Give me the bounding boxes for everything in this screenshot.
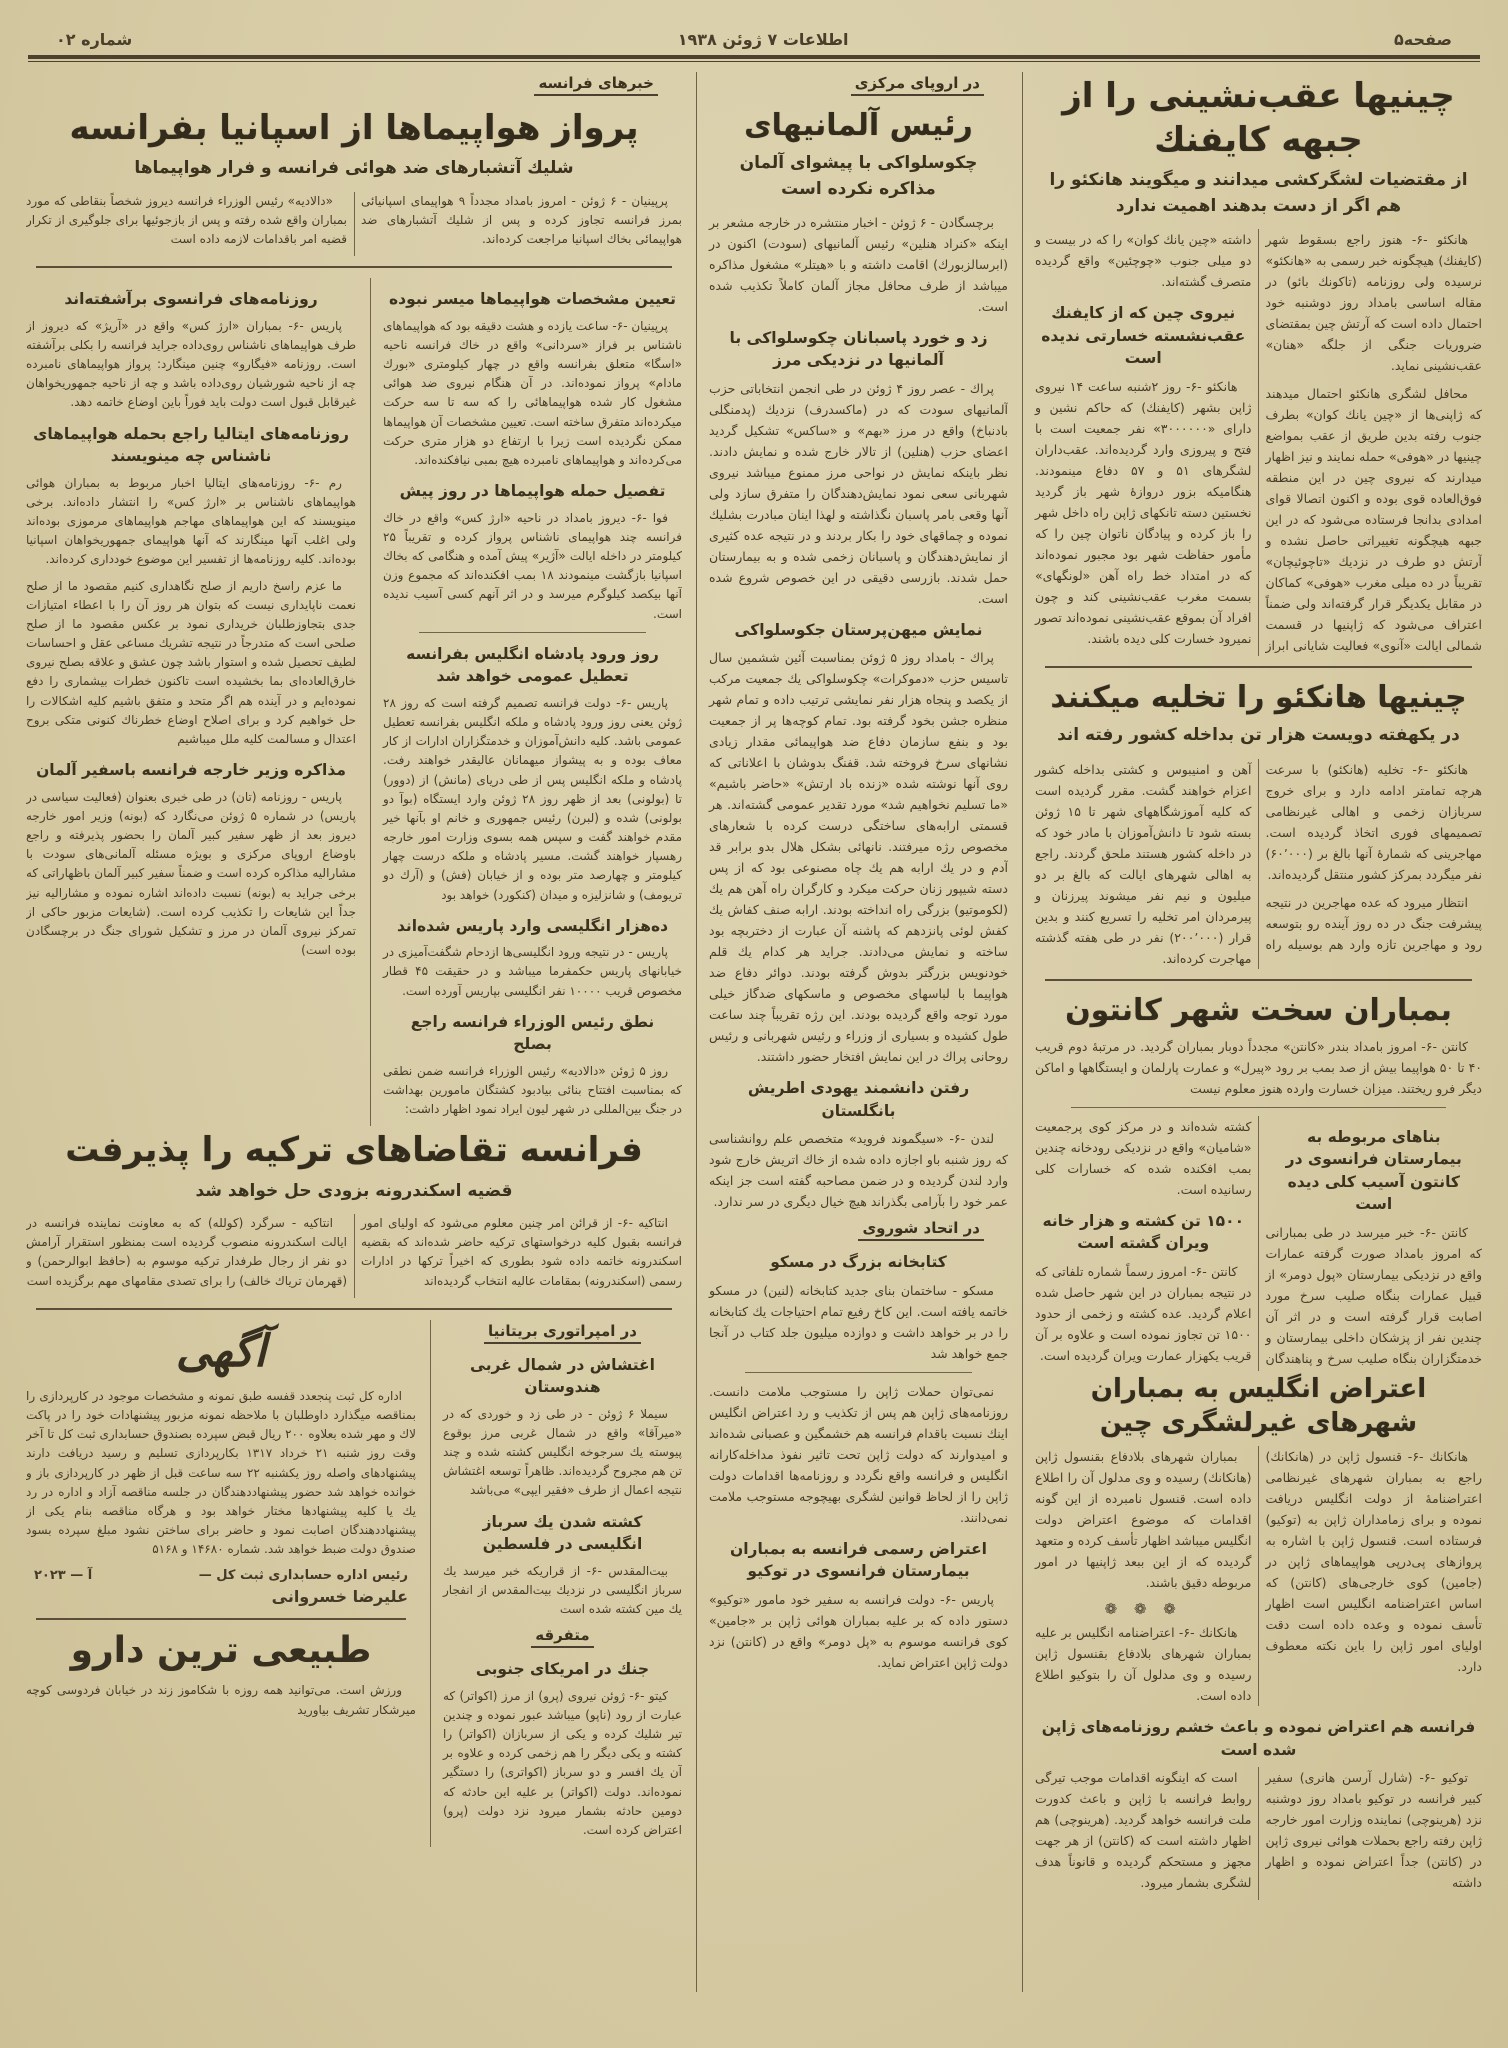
masthead-rule [28, 55, 1480, 62]
masthead-issue-label: شماره ۰۲ [56, 30, 133, 49]
palestine-subhead: کشته شدن یك سرباز انگلیسی در فلسطین [482, 1512, 643, 1554]
bottom-row [26, 1320, 682, 1847]
protest-paragraph: هانکانك -۶- اعتراضنامه انگلیس بر علیه بمباران شهرهای بلادفاع بقنسول ژاپن رسیده و وی مدلول آن را بتوکیو اطلاع داده است. [1035, 1625, 1252, 1704]
kaifeng-paragraph: محافل لشگری هانکئو احتمال میدهند که ژاپنی‌ها از «چین یانك کوان» بطرف جنوب رفته بدین طریق از عقب بمواضع چینیها در «هوفی» حمله نمایند و نیز اظهار میدارند که نیروی چین در این منطقه فوق‌العاده قوی بوده و اکنون اتصالا قوای امدادی بدانجا فرستاده می‌شود که در این جبهه هیچگونه تغییراتی حاصل نشده و آرتش دو طرف در نزدیك «تاچوئیچان» تقریباً در ده میلی مغرب «هوفی» کماکان در مقابل یکدیگر قرار گرفته‌اند ولی ضمناً اعتراف می‌شود که ژاپنیها در قسمت شمالی ایالت «آنوی» فعالیت شایانی ابراز داشته «چین یانك کوان» را که در بیست و دو میلی جنوب «چوچئین» واقع گردیده متصرف گشته‌اند. [1035, 232, 1482, 654]
canton-headline: بمباران سخت شهر کانتون [1065, 992, 1452, 1028]
article-hankou-evacuation [1035, 678, 1482, 969]
hankou-body [1035, 759, 1482, 969]
sudeten-paragraph: برچسگادن - ۶ ژوئن - اخبار منتشره در خارجه مشعر بر اینکه «کنراد هنلین» رئیس آلمانیهای (سودت) اکنون در (ابرسالزبورك) اقامت داشته و با «هیتلر» مشغول مذاکره میباشد از طرف محافل مجاز آلمان کاملاً تکذیب شده است. [709, 215, 1008, 314]
kicker-central-europe: در اروپای مرکزی [851, 74, 984, 96]
freud-subhead: رفتن دانشمند یهودی اطریش بانگلستان [747, 1079, 970, 1120]
detail-paragraph: فوا -۶- دیروز بامداد در ناحیه «ارژ کس» واقع در خاك فرانسه چند هواپیمای ناشناس پرواز کرده و تقریباً ۲۵ کیلومتر در داخله ایالت «آژیر» پیش آمده و هنگامی که بخاك اسپانیا بازگشت مینمودند ۱۸ بمب افکنده‌اند که مجموع وزن آنها بیکصد کیلوگرم میرسد و در اثر آنهم کسی آسیب ندیده است. [383, 510, 682, 621]
notice-signature-name-row [26, 1585, 416, 1608]
france-protest-paragraph: پاریس -۶- دولت فرانسه به سفیر خود مامور «توکیو» دستور داده که بر علیه بمباران هوائی ژاپن بر «جامین» کوی فرانسه موسوم به «پل دومر» واقع در (کانتن) نزد دولت ژاپن اعتراض نماید. [709, 1591, 1008, 1670]
article-divider [745, 1372, 972, 1373]
speech-paragraph: روز ۵ ژوئن «دالادیه» رئیس الوزراء فرانسه ضمن نطقی که بمناسبت افتتاح بنائی بیادبود کشتگان مامورین بهداشت در جنگ بین‌المللی در شهر لیون ایراد نمود اظهار داشت: [383, 1063, 682, 1117]
canton-hospital-subhead: بناهای مربوطه به بیمارستان فرانسوی در کانتون آسیب کلی دیده است [1285, 1127, 1462, 1214]
press-it-subhead: روزنامه‌های ایتالیا راجع بحمله هواپیماهای ناشناس چه مینویسند [33, 424, 349, 466]
article-south-america-war [443, 1658, 682, 1840]
kaifeng-subhead: از مقتضیات لشگرکشی میدانند و میگویند هانکئو را هم اگر از دست بدهند اهمیت ندارد [1049, 170, 1468, 216]
notice-paragraph: اداره کل ثبت پنجعدد قفسه طبق نمونه و مشخصات موجود در کارپردازی را بمناقصه میگذارد داوطلبان با ملاحظه نمونه مزبور پیشنهادات خود را در پاکت لاك و مهر شده بعلاوه ۲۰۰ ریال قبض سپرده بصندوق حسابداری ثبت کل تا آخر وقت روز شنبه ۲۱ خرداد ۱۳۱۷ بکارپردازی تسلیم و رسید دریافت دارند پیشنهادهای واصله روز یکشنبه ۲۲ سه ساعت قبل از ظهر در کارپردازی باز و خوانده خواهد شد حضور پیشنهاددهندگان در جلسه مناقصه آزاد و اداره در رد یك یا کلیه پیشنهادها مختار خواهد بود و هرگاه مناقصه بنام یکی از پیشنهاددهندگان اصابت نمود و حاضر برای ساختن نشود مبلغ سپرده بسود صندوق دولت ضبط خواهد شد. شماره ۱۴۶۸۰ و ۵۱۶۸ [26, 1388, 417, 1557]
masthead-title-date: اطلاعات ۷ ژوئن ۱۹۳۸ [677, 30, 849, 49]
detail-subhead: تفصیل حمله هواپیماها در روز پیش [399, 482, 666, 501]
article-british-protest [1035, 1373, 1482, 1901]
article-daladier-quote [26, 577, 356, 750]
france-subcolumn-right [370, 278, 682, 1126]
parade-paragraph: پراك - بامداد روز ۵ ژوئن بمناسبت آئین ششمین سال تاسیس حزب «دموکرات» چکوسلواکی یك جمعیت مرکب از یکصد و پنجاه هزار نفر نمایشی ترتیب داده و تمام شهر منظره جشن بخود گرفته بود. تمام کوچه‌ها پر از جمعیت بود و بنفع سازمان دفاع ضد هواپیمائی مقدار زیادی نشانهای سرخ فروخته شد. قفنگ بدوشان با اعلاناتی که روی آنها نوشته شده «زنده باد ارتش» «حاضر باشیم» «ما تسلیم نخواهیم شد» مورد تقدیر عمومی گشته‌اند. هر قسمتی ارابه‌های ساختگی درست کرده با شعارهای مخصوص رژه میرفتند. نانهائی بشکل هلال بدو برابر قد آدم و در یك ارابه هم یك چاه مصنوعی بود که از پس دسته شیپور زنان حرکت میکرد و کارگران راه آهن هم یك (لکوموتیو) بزرگی راه انداخته بودند. ارابه صنف کفاش یك کفش لوئی پانزدهم که پاشنه آن عبارت از دختربچه بود ساخته و نمایش می‌دادند. جراید هر کدام یك قلم خودنویس بزرگتر بدوش گرفته بودند. دوائر دفاع ضد هواپیما با لباسهای مخصوص و ماسکهای ضدگاز خیلی مورد توجه واقع گردیده بودند. این رژه تقریباً چند ساعت طول کشیده و بسیاری از وزراء و رئیس شهربانی و رئیس روحانی پراك در این نمایش افتخار حضور داشتند. [709, 650, 1008, 1065]
hankou-paragraph: انتظار میرود که عده مهاجرین در نتیجه پیشرفت جنگ در ده روز آینده رو بتوسعه رود و مهاجرین تازه وارد هم بوسیله راه آهن و امنیبوس و کشتی بداخله کشور اعزام خواهند گشت. مقرر گردیده است که کلیه آموزشگاههای شهر تا ۱۵ ژوئن بسته شود تا دانش‌آموزان با مادر خود که در داخله کشور هستند ملحق گردند. راجع به اهالی شهرهای ایالت که بالغ بر دو میلیون و نیم نفر میشوند پیرزنان و پیرمردان امر تخلیه را تسریع کنند و بدین قرار (۲۰۰٬۰۰۰) نفر در طی هفته گذشته مهاجرت کرده‌اند. [1035, 761, 1482, 966]
notice-signature [26, 1566, 416, 1585]
article-kaifeng-retreat [1035, 74, 1482, 656]
article-plane-identification [383, 288, 682, 470]
ad-tender-notice [26, 1326, 416, 1609]
protest-headline: اعتراض انگلیس به بمباران شهرهای غیرلشگری چین [1090, 1373, 1427, 1438]
hankou-paragraph: هانکئو -۶- تخلیه (هانکئو) با سرعت هرچه تمامتر ادامه دارد و برای خروج سربازان زخمی و اهالی غیرنظامی تصمیمهای فوری اتخاذ گردیده است. مهاجرینی که شمارهٔ آنها بالغ بر (۶۰٬۰۰۰) نفر میگردد بمرکز کشور منتقل گردیده‌اند. [1265, 761, 1482, 882]
protest-body [1035, 1446, 1482, 1900]
sudeten-subhead: چکوسلواکی با پیشوای آلمان مذاکره نکرده است [739, 153, 978, 199]
turkey-subhead: قضیه اسکندرونه بزودی حل خواهد شد [195, 1180, 513, 1201]
article-bonnet-meeting [26, 759, 356, 960]
article-india-unrest [443, 1354, 682, 1501]
southamerica-paragraph: کیتو -۶- ژوئن نیروی (پرو) از مرز (اکواتر) که عبارت از رود (ناپو) میباشد عبور نموده و چندین تیر شلیك کرده و یکی از سربازان (اکواتر) را کشته و یکی دیگر را هم زخمی کرده و علاوه بر آن یك افسر و دو سرباز (اکواتری) را دستگیر نموده‌اند. دولت (اکواتر) بر علیه این حادثه که دومین حادثه بشمار میرود نزد دولت (پرو) اعتراض کرده است. [443, 1688, 682, 1837]
press-it-paragraph: رم -۶- روزنامه‌های ایتالیا اخبار مربوط به بمباران هوائی هواپیماهای ناشناس بر «ارژ کس» را انتشار داده‌اند. برخی مینویسند که این هواپیماهای مهاجم هواپیماهای مرموزی بوده‌اند ولی اغلب آنها مینگارند که آنها هواپیمای جمهوریخواهان اسپانیا بوده‌اند. کلیه روزنامه‌ها از تفسیر این موضوع خودداری کرده‌اند. [26, 475, 356, 567]
daladier-quote-paragraph: ما عزم راسخ داریم از صلح نگاهداری کنیم مقصود ما از صلح نعمت ناپایداری نیست که بتوان هر روز آن را با اعطاء امتیازات جدی بتجاوزطلبان خریداری نمود بر عکس مقصود ما از صلح صلحی است که متدرجاً در نتیجه تشریك مساعی عقل و احساسات لطیف تحصیل شده و استوار باشد چون عشق و علاقه بصلح نیروی خارق‌العاده‌ای بما بخشیده است تاکنون خطرات بیشماری را دفع نموده‌ایم و در آینده هم اگر متحد و متفق باشیم کلیه اشکالات را حل خواهیم کرد و برای اصلاح اوضاع خطرناك کنونی متکی بروح اعتدال و مسالمت کلیه ملل میباشیم [26, 578, 356, 747]
flight-paragraph: پرپینیان - ۶ ژوئن - امروز بامداد مجدداً ۹ هواپیمای اسپانیائی بمرز فرانسه تجاوز کرده و پس از شلیك آتشبارهای ضد هواپیمائی بخاك اسپانیا مراجعت کرده‌اند. [361, 193, 682, 247]
article-turkey-demands [26, 1128, 682, 1297]
article-moscow-library [709, 1251, 1008, 1363]
protest-paragraph: هانکانك -۶- قنسول ژاپن در (هانکانك) راجع به بمباران شهرهای غیرنظامی اعتراضنامهٔ از دولت انگلیس دریافت نموده و برای زمامداران ژاپن به (توکیو) فرستاده است. قنسول ژاپن با اشاره به پروازهای پی‌درپی هواپیماهای ژاپن در (جامین) کوی خارجی‌های (کانتن) که اساس اعتراضنامه انگلیس است اظهار تأسف نموده و وعده داده است دقت اولیای امور ژاپن را باین نکته معطوف دارد. [1265, 1449, 1482, 1675]
india-paragraph: سیملا ۶ ژوئن - در طی زد و خوردی که در «میرآقا» واقع در شمال غربی مرز بوقوع پیوسته یك سرجوخه انگلیس کشته شده و چند تن هم مجروح گردیده‌اند. ظاهراً توسعه اغتشاش نتیجه اعمال از طرف «فقیر ایپی» می‌باشد [443, 1406, 682, 1498]
kicker-miscellaneous: متفرقه [531, 1626, 593, 1648]
canton-lead: کانتن -۶- امروز بامداد بندر «کانتن» مجدداً دوبار بمباران گردید. در مرتبهٔ دوم قریب ۴۰ تا ۵۰ هواپیما بیش از صد بمب بر رود «پیرل» و عمارت پارلمان و ایستگاهها و اماکن دیگر فرو ریختند. میزان خسارت وارده هنوز معلوم نیست [1035, 1038, 1482, 1096]
turkey-paragraph: انتاکیه -۶- از قرائن امر چنین معلوم می‌شود که اولیای امور فرانسه بقبول کلیه درخواستهای ترکیه حاضر شده‌اند که بقضیه اسکندرونه خاتمه داده شود بطوری که اخیراً ترکها در ادارات رسمی (اسکندرونه) بمقامات عالیه انتخاب گردیده‌اند [361, 1216, 682, 1288]
france-subcolumn-left [26, 278, 356, 1126]
turkey-paragraph: انتاکیه - سرگرد (کولله) که به معاونت نماینده فرانسه در ایالت اسکندرونه منصوب گردیده است بمنظور استقرار آرامش دو نفر از رجال طرفدار ترکیه موسوم به (حافظ ابوالرحمن) و (قهرمان تریاك خالف) را برای تصدی مقامهای مهم برگزیده است [26, 1216, 347, 1288]
speech-subhead: نطق رئیس الوزراء فرانسه راجع بصلح [410, 1012, 655, 1054]
british-empire-column [430, 1320, 682, 1847]
canton-paragraph: کانتن -۶- خبر میرسد در طی بمبارانی که امروز بامداد صورت گرفته عمارات واقع در نزدیکی بیمارستان «پول دومر» از قبیل عمارات بنگاه صلیب سرخ مورد اصابت قرار گرفته است و در اثر آن چندین نفر از پزشکان داخلی بیمارستان و خدمتگزاران بنگاه صلیب سرخ و پناهندگان کشته شده‌اند و در مرکز کوی پرجمعیت «شامیان» واقع در نزدیکی رودخانه چندین بمب افکنده شده که خسارات کلی رسانیده است. [1035, 1118, 1482, 1366]
article-freud-departure [709, 1077, 1008, 1212]
ident-subhead: تعیین مشخصات هواپیماها میسر نبوده [389, 290, 676, 309]
hankou-subhead: در یکهفته دویست هزار تن بداخله کشور رفته اند [1057, 725, 1460, 746]
japan-press-paragraph: نمی‌توان حملات ژاپن را مستوجب ملامت دانست. روزنامه‌های ژاپن هم پس از تکذیب و رد اعتراض انگلیس اینك نسبت باقدام فرانسه هم خشمگین و عصبانی شده‌اند و امیدوارند که دولت ژاپن تحت تاثیر نفوذ مداخله‌کارانه انگلیس و فرانسه واقع نگردد و روزنامه‌ها اقدامات دولت ژاپن را از لحاظ قوانین لشگری بهیچوجه مستوجب ملامت نمی‌دانند. [709, 1383, 1008, 1525]
press-fr-paragraph: پاریس -۶- بمباران «ارژ کس» واقع در «آریژ» که دیروز از طرف هواپیماهای ناشناس روی‌داده جراید فرانسه را بکلی برآشفته است. روزنامه «فیگارو» چنین مینگارد: پرواز هواپیماهای نامبرده چه از ناحیه شورشیان روی‌داده باشد و چه از ناحیه جمهوریخواهان غیرقابل قبول است دولت باید فوراً باین اوضاع خاتمه دهد. [26, 318, 356, 410]
article-spain-planes [26, 106, 682, 256]
masthead [26, 30, 1482, 55]
kaifeng-paragraph: هانکئو -۶- روز ۲شنبه ساعت ۱۴ نیروی ژاپن بشهر (کایفنك) که حاکم نشین و دارای «۳۰۰۰۰۰۰» نفر جمعیت است با فتح و پیروزی وارد گردیده‌اند. عقب‌داران لشگرهای ۵۱ و ۵۷ دفاع مینمودند. هنگامیکه بزور دروازهٔ شهر باز گردید نخستین دسته تانکهای ژاپن راه داخل شهر را باز کرده و پیادگان ناتوان چین را که مأمور حفاظت شهر بود مجبور نموده‌اند که در امتداد خط راه آهن «لونگهای» بسمت مغرب عقب‌نشینی کند و چون افراد آن بموقع عقب‌نشینی نموده‌اند تصور نمیرود خسارت کلی دیده باشند. [1035, 378, 1252, 646]
article-sudeten-leader [709, 106, 1008, 317]
ads-column [26, 1320, 416, 1847]
france-subcolumns [26, 278, 682, 1126]
kaifeng-paragraph: هانکئو -۶- هنوز راجع بسقوط شهر (کایفنك) هیچگونه خبر رسمی به «هانکئو» نرسیده ولی روزنامه (تاکونك بائو) در مقاله اساسی بامداد روز دوشنبه خود احتمال داده است که آرتش چین بمقتضای ضروریات جنگی از جلگه «هنان» عقب‌نشینی نماید. [1265, 232, 1482, 374]
holiday-subhead: روز ورود پادشاه انگلیس بفرانسه تعطیل عمومی خواهد شد [406, 644, 659, 686]
tourists-paragraph: پاریس - در نتیجه ورود انگلیسی‌ها ازدحام شگفت‌آمیزی در خیابانهای پاریس حکمفرما میباشد و در حقیقت ۴۵ قطار مخصوص قریب ۱۰۰۰۰ نفر انگلیسی بپاریس آورده است. [383, 945, 682, 998]
holiday-paragraph: پاریس -۶- دولت فرانسه تصمیم گرفته است که روز ۲۸ ژوئن یعنی روز ورود پادشاه و ملکه انگلیس بفرانسه تعطیل عمومی باشد. کلیه دانش‌آموزان و خدمتگزاران ادارات از کار معاف بوده و به پیشواز میهمانان عالیقدر خواهند رفت. پادشاه و ملکه انگلیس پس از طی دریای (مانش) از (دوور) تا (بولونی) بعد از ظهر روز ۲۸ ژوئن وارد ایستگاه (بوآ دو بولونی) شده و (لبرن) رئیس جمهوری و خانم او بآنها خیر مقدم خواهند گفت و سپس همه بسوی وزارت امور خارجه رهسپار خواهند گشت. مسیر پادشاه و ملکه درست چهار کیلومتر و چهارصد متر بوده و از خیابان (فش) و (آرك دو تریومف) و شانزلیزه و میدان (کنکورد) خواهد بود [383, 695, 682, 902]
canton-casualties-subhead: ۱۵۰۰ تن کشته و هزار خانه ویران گشته است [1042, 1211, 1245, 1253]
kaifeng-inner-subhead: نیروی چین که از کایفنك عقب‌نشسته خسارتی ندیده است [1041, 304, 1246, 368]
notice-signature-name: علیرضا خسروانی [271, 1587, 408, 1607]
turkey-headline: فرانسه تقاضاهای ترکیه را پذیرفت [65, 1130, 643, 1171]
ad-natural-medicine [26, 1630, 416, 1719]
article-divider [36, 1308, 672, 1310]
kicker-british-empire: در امپراتوری بریتانیا [484, 1322, 641, 1344]
article-divider [419, 632, 646, 633]
article-divider [1045, 979, 1472, 981]
flight-body [26, 192, 682, 257]
protest-paragraph: بمباران شهرهای بلادفاع بقنسول ژاپن (هانکانك) رسیده و وی مدلول آن را اطلاع داده است. قنسول نامبرده از این گونه اقدامات که موضوع اعتراض دولت انگلیس میباشد اظهار تأسف کرده و متعهد گردیده که از این ببعد ژاپنیها در امور مربوطه دقیق باشند. [1035, 1449, 1252, 1591]
page-columns [26, 72, 1482, 1992]
freud-paragraph: لندن -۶- «سیگموند فروید» متخصص علم روانشناسی که روز شنبه باو اجازه داده شده از خاك اتریش خارج شود وارد لندن گردیده و در ضمن مصاحبه گفته است جز اینکه عمر خود را بآرامی بگذراند هیچ خیال دیگری در سر ندارد. [709, 1131, 1008, 1210]
palestine-paragraph: بیت‌المقدس -۶- از قراریکه خبر میرسد یك سرباز انگلیسی در نزدیك بیت‌المقدس از انفجار یك مین کشته شده است [443, 1563, 682, 1616]
article-french-official-protest [709, 1538, 1008, 1673]
notice-signature-title: رئیس اداره حسابداری ثبت کل — [198, 1568, 408, 1584]
medicine-paragraph: ورزش است. می‌توانید همه روزه با شکاموز زند در خیابان فردوسی کوچه میرشکار تشریف بیاورید [26, 1683, 416, 1717]
protest-paragraph: است که اینگونه اقدامات موجب تیرگی روابط فرانسه با ژاپن و باعث کدورت ملت فرانسه خواهد گردید. (هرینوچی) هم اظهار داشته است که (کانتن) از هر جهت مجهز و مستحکم گردیده و قانوناً هدف لشگری بشمار میرود. [1035, 1770, 1252, 1891]
article-japan-press-reaction [709, 1381, 1008, 1528]
canton-body [1035, 1116, 1482, 1371]
protest-paragraph: توکیو -۶- (شارل آرسن هانری) سفیر کبیر فرانسه در توکیو بامداد روز دوشنبه نزد (هرینوچی) نماینده وزارت امور خارجه ژاپن رفته راجع بحملات هوائی نیروی ژاپن در (کانتن) جداً اعتراض نموده و اظهار داشته [1265, 1770, 1482, 1891]
turkey-body [26, 1214, 682, 1298]
article-divider [1071, 1107, 1446, 1108]
bonnet-paragraph: پاریس - روزنامه (تان) در طی خبری بعنوان (فعالیت سیاسی در پاریس) در شماره ۵ ژوئن می‌نگارد که (بونه) وزیر امور خارجه دیروز بعد از ظهر سفیر کبیر آلمان را بحضور پذیرفته و راجع باوضاع اروپای مرکزی و بویژه مسئله آلمانی‌های سودت با مشارالیه مذاکره کرده است و ضمناً سفیر کبیر آلمان باظهاراتی که برخی جراید به (بونه) نسبت داده‌اند اشاره نموده و مشارالیه نیز جداً این شایعات را تکذیب کرده است. (شایعات مزبور حاکی از تمرکز نیروی آلمان در مرز و تشکیل شورای جنگ در برچسگادن بوده است) [26, 789, 356, 958]
article-english-tourists [383, 915, 682, 1001]
southamerica-subhead: جنك در امریکای جنوبی [475, 1660, 650, 1679]
canton-paragraph: کانتن -۶- امروز رسماً شماره تلفاتی که در نتیجه بمباران در این شهر حاصل شده اعلام گردید. عده کشته و زخمی از حدود ۱۵۰۰ تن تجاوز نموده است و علاوه بر آن قریب یکهزار عمارت ویران گردیده است. [1035, 1263, 1252, 1363]
tourists-subhead: ده‌هزار انگلیسی وارد پاریس شده‌اند [396, 916, 669, 935]
france-protest-subhead: اعتراض رسمی فرانسه به بمباران بیمارستان فرانسوی در توکیو [730, 1539, 987, 1581]
hankou-headline: چینیها هانکئو را تخلیه میکنند [1050, 680, 1467, 716]
section-france [26, 72, 682, 1992]
parade-subhead: نمایش میهن‌پرستان جکوسلواکی [734, 620, 983, 639]
article-italian-press [26, 423, 356, 570]
bonnet-subhead: مذاکره وزیر خارجه فرانسه باسفیر آلمان [36, 761, 346, 780]
kaifeng-headline: چینیها عقب‌نشینی را از جبهه کایفنك [1062, 76, 1455, 161]
sudeten-headline: رئیس آلمانیهای [744, 108, 973, 143]
flight-paragraph: «دالادیه» رئیس الوزراء فرانسه دیروز شخصاً بنقاطی که مورد بمباران واقع شده رفته و پس از بازجوئیها برای جلوگیری از تکرار قضیه امر باقدامات لازمه داده است [26, 193, 347, 247]
article-attack-details [383, 480, 682, 624]
flight-headline: پرواز هواپیماها از اسپانیا بفرانسه [69, 108, 639, 148]
notice-headline: آگهی [175, 1325, 267, 1377]
section-central-europe [696, 72, 1008, 1992]
article-divider [1045, 666, 1472, 668]
library-paragraph: مسکو - ساختمان بنای جدید کتابخانه (لنین) در مسکو خاتمه یافته است. این کاخ رفیع تمام احتیاجات یك کتابخانه را در بر خواهد داشت و دوازده میلیون جلد کتاب در آنجا جمع خواهد شد [709, 1282, 1008, 1361]
section-china [1022, 72, 1482, 1992]
article-palestine-soldier [443, 1511, 682, 1620]
article-royal-visit-holiday [383, 643, 682, 905]
ident-paragraph: پرپینیان -۶- ساعت یازده و هشت دقیقه بود که هواپیماهای ناشناس بر فراز «سردانی» واقع در خاك فرانسه ناحیه «اسگا» متعلق بفرانسه واقع در چهار کیلومتری «بورك مادام» پرواز نموده‌اند. در آن هنگام نیروی ضد هوائی مشغول کار شده هواپیماهائی را که سه تا سه حرکت میکرده‌اند متفرق ساخته است. تعیین مشخصات آن هواپیماها ممکن نگردیده است زیرا با ارتفاع دو هزار متری حرکت می‌کرده‌اند و هواپیماهای نامبرده هیچ بمبی نیافکنده‌اند. [383, 318, 682, 468]
flower-divider-icon: ❁ ❁ ❁ [1104, 1600, 1182, 1619]
protest-france-subhead: فرانسه هم اعتراض نموده و باعث خشم روزنامه‌های ژاپن شده است [1041, 1718, 1476, 1759]
article-canton-bombing [1035, 991, 1482, 1371]
article-divider [36, 266, 672, 268]
press-fr-subhead: روزنامه‌های فرانسوی برآشفته‌اند [64, 290, 318, 309]
article-patriot-parade [709, 619, 1008, 1067]
article-border-clash [709, 327, 1008, 609]
article-divider [36, 1618, 406, 1620]
india-subhead: اغتشاش در شمال غربی هندوستان [470, 1355, 655, 1397]
kaifeng-body [1035, 229, 1482, 656]
library-subhead: کتابخانه بزرگ در مسکو [770, 1253, 947, 1272]
clash-subhead: زد و خورد پاسبانان چکوسلواکی با آلمانیها در نزدیکی مرز [729, 329, 988, 370]
flight-subhead: شلیك آتشبارهای ضد هوائی فرانسه و فرار هواپیماها [134, 158, 574, 179]
article-peace-speech [383, 1011, 682, 1120]
clash-paragraph: پراك - عصر روز ۴ ژوئن در طی انجمن انتخاباتی حزب آلمانیهای سودت که در (ماکسدرف) نزدیك (پدمنگلی بادنباخ) واقع در مرز «بهم» و «ساکس» تشکیل گردید اعضای حزب (هنلین) از تالار خارج شده و نمایش دادند. نظر باینکه نمایش در نواحی مرز ممنوع میباشد نیروی شهربانی سعی نمود نمایش‌دهندگان را متفرق سازد ولی آنها وقعی بامر پاسبان نگذاشته و لهذا اینان مبادرت بشلیك نموده و چماقهای خود را بکار بردند و در نتیجه عده کثیری از نمایش‌دهندگان و پاسبانان زخمی شده و به بیمارستان حمل شدند. بازرسی دقیقی در این خصوص شروع شده است. [709, 380, 1008, 606]
masthead-page-label: صفحه۵ [1394, 30, 1452, 49]
medicine-headline: طبیعی ترین دارو [70, 1630, 372, 1672]
kicker-france-news: خبرهای فرانسه [534, 74, 658, 96]
notice-signature-code: آ — ۲۰۲۳ [34, 1568, 93, 1584]
kicker-soviet-union: در اتحاد شوروی [858, 1219, 984, 1241]
article-french-press [26, 288, 356, 412]
